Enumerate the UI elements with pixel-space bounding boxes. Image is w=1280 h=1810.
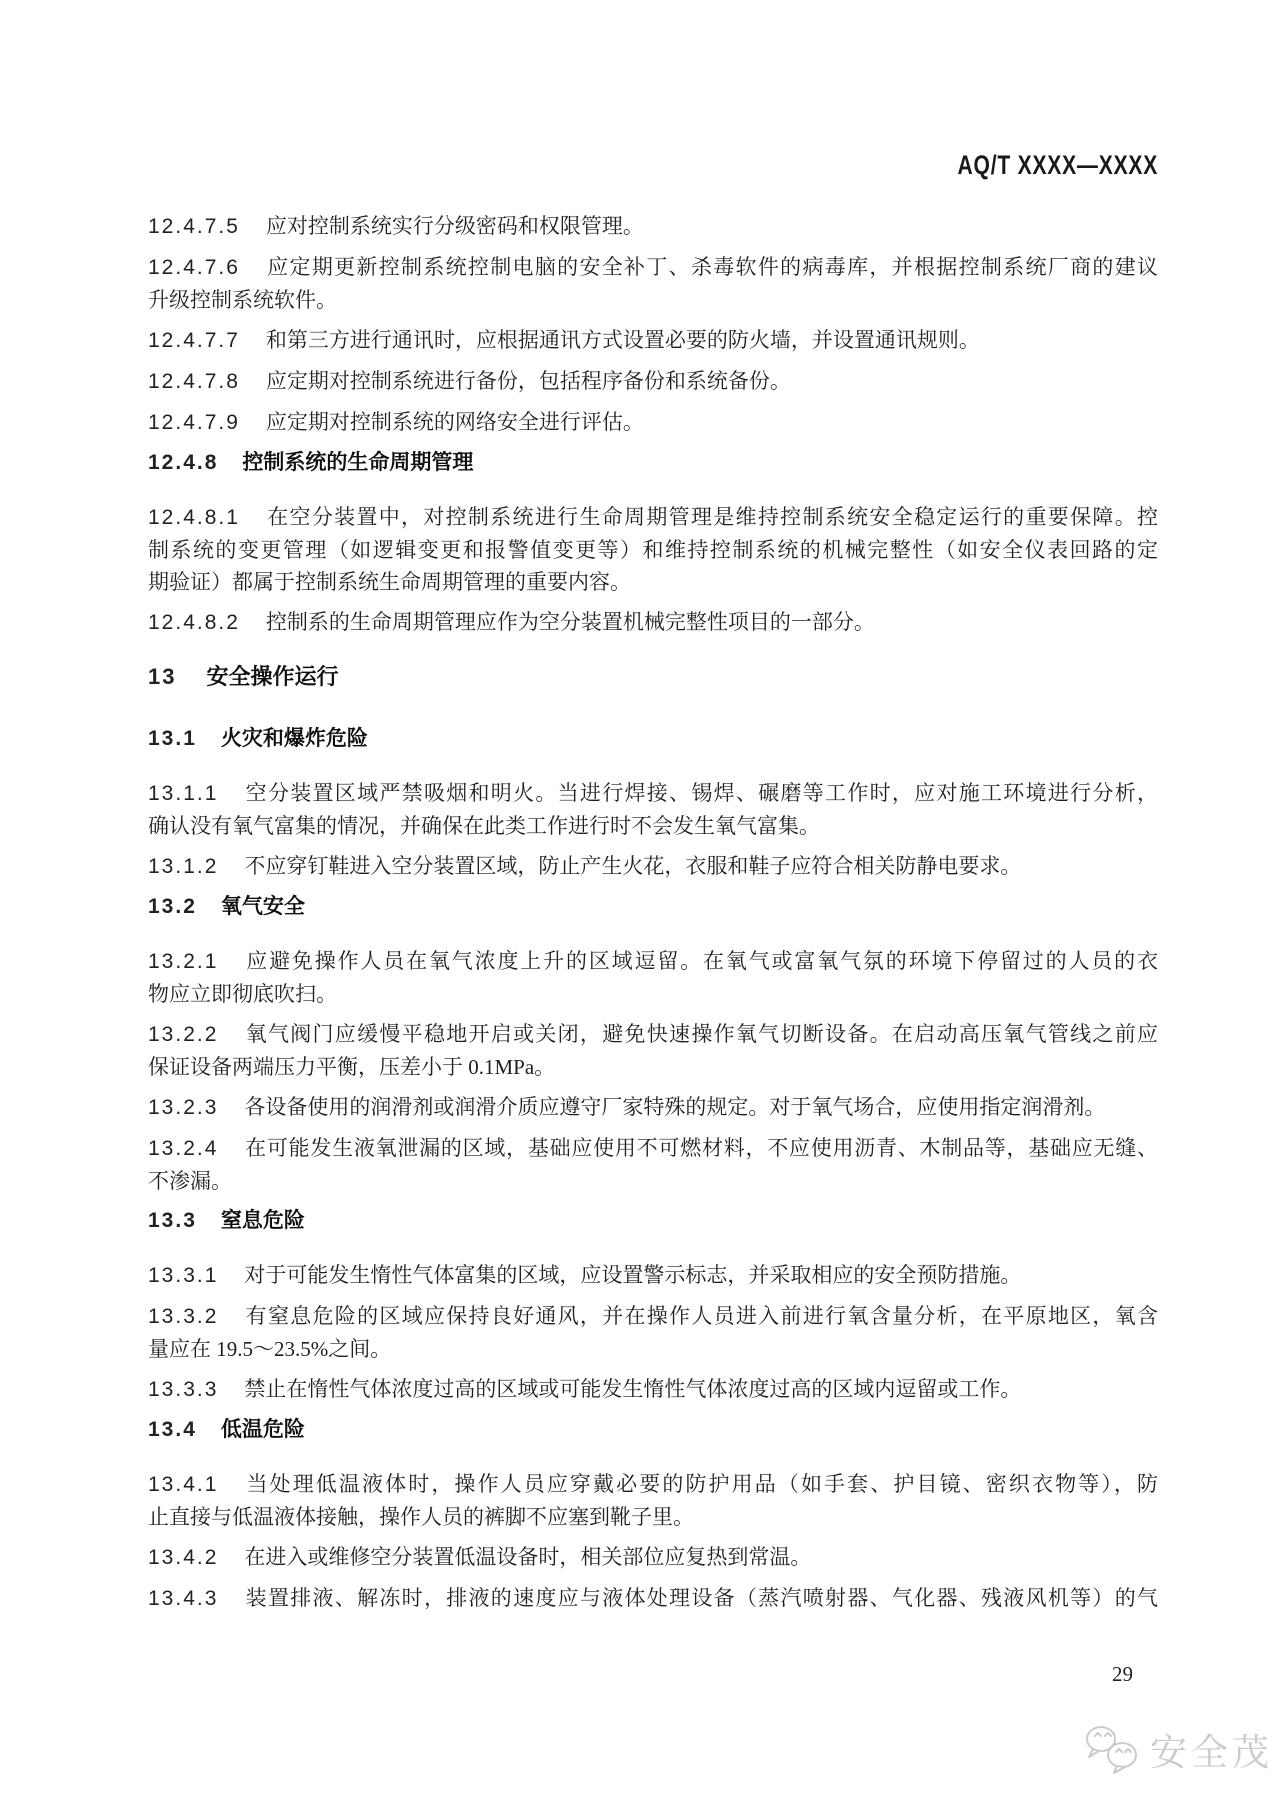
section-heading-13-3 xyxy=(148,1205,1158,1237)
clause-13-2-3 xyxy=(148,1091,1158,1124)
clause-text: 有窒息危险的区域应保持良好通风，并在操作人员进入前进行氧含量分析，在平原地区，氧含 xyxy=(244,1304,1158,1328)
clause-line: 物应立即彻底吹扫。 xyxy=(148,982,337,1006)
heading-number: 13 xyxy=(148,664,177,689)
page-number: 29 xyxy=(1112,1662,1133,1686)
clause-12-4-7-8 xyxy=(148,365,1158,398)
heading-title: 安全操作运行 xyxy=(206,664,339,689)
clause-text: 装置排液、解冻时，排液的速度应与液体处理设备（蒸汽喷射器、气化器、残液风机等）的气 xyxy=(244,1586,1158,1610)
clause-13-2-1 xyxy=(148,945,1158,1010)
heading-number: 13.4 xyxy=(148,1418,197,1441)
clause-line xyxy=(148,1541,1158,1574)
clause-number: 12.4.7.8 xyxy=(148,370,240,393)
clause-number: 13.4.2 xyxy=(148,1546,219,1569)
clause-line xyxy=(148,365,1158,398)
clause-text: 应定期更新控制系统控制电脑的安全补丁、杀毒软件的病毒库，并根据控制系统厂商的建议 xyxy=(265,255,1158,279)
clause-number: 13.1.1 xyxy=(148,782,219,805)
clause-line: 确认没有氧气富集的情况，并确保在此类工作进行时不会发生氧气富集。 xyxy=(148,814,820,838)
clause-number: 12.4.8.2 xyxy=(148,611,240,634)
clause-line xyxy=(148,324,1158,357)
section-heading-12-4-8 xyxy=(148,447,1158,479)
clause-line: 止直接与低温液体接触，操作人员的裤脚不应塞到靴子里。 xyxy=(148,1505,694,1529)
clause-number: 12.4.7.7 xyxy=(148,329,240,352)
clause-13-4-1 xyxy=(148,1468,1158,1533)
clause-text: 当处理低温液体时，操作人员应穿戴必要的防护用品（如手套、护目镜、密织衣物等），防 xyxy=(244,1472,1158,1496)
heading-title: 火灾和爆炸危险 xyxy=(220,727,368,750)
clause-text: 应避免操作人员在氧气浓度上升的区域逗留。在氧气或富氧气氛的环境下停留过的人员的衣 xyxy=(244,949,1158,973)
clause-line xyxy=(148,501,1158,534)
watermark-brand: 安全茂 xyxy=(1150,1732,1273,1773)
clause-number: 13.3.3 xyxy=(148,1378,219,1401)
heading-number: 12.4.8 xyxy=(148,451,219,474)
clause-number: 12.4.7.6 xyxy=(148,256,240,279)
clause-12-4-7-5 xyxy=(148,210,1158,243)
clause-text: 和第三方进行通讯时，应根据通讯方式设置必要的防火墙，并设置通讯规则。 xyxy=(265,328,980,352)
clause-13-4-2 xyxy=(148,1541,1158,1574)
section-heading-13-1 xyxy=(148,723,1158,755)
clause-line xyxy=(148,210,1158,243)
clause-line: 不渗漏。 xyxy=(148,1169,232,1193)
clause-12-4-7-7 xyxy=(148,324,1158,357)
clause-text: 控制系的生命周期管理应作为空分装置机械完整性项目的一部分。 xyxy=(265,610,875,634)
clause-line xyxy=(148,1132,1158,1165)
document-body xyxy=(148,210,1158,1623)
clause-13-2-4 xyxy=(148,1132,1158,1197)
clause-line: 期验证）都属于控制系统生命周期管理的重要内容。 xyxy=(148,570,631,594)
clause-13-3-1 xyxy=(148,1259,1158,1292)
clause-line: 升级控制系统软件。 xyxy=(148,288,337,312)
chat-bubbles-icon xyxy=(1084,1724,1142,1774)
clause-text: 在可能发生液氧泄漏的区域，基础应使用不可燃材料，不应使用沥青、木制品等，基础应无缝、 xyxy=(244,1136,1158,1160)
clause-number: 13.2.3 xyxy=(148,1096,219,1119)
clause-number: 13.4.1 xyxy=(148,1473,219,1496)
clause-number: 13.2.4 xyxy=(148,1137,219,1160)
clause-12-4-7-6 xyxy=(148,251,1158,316)
clause-text: 空分装置区域严禁吸烟和明火。当进行焊接、锡焊、碾磨等工作时，应对施工环境进行分析， xyxy=(244,781,1158,805)
clause-line xyxy=(148,945,1158,978)
clause-13-4-3 xyxy=(148,1582,1158,1615)
clause-text: 不应穿钉鞋进入空分装置区域，防止产生火花，衣服和鞋子应符合相关防静电要求。 xyxy=(244,854,1022,878)
clause-number: 13.3.1 xyxy=(148,1264,219,1287)
chapter-heading-13 xyxy=(148,661,1158,693)
clause-text: 各设备使用的润滑剂或润滑介质应遵守厂家特殊的规定。对于氧气场合，应使用指定润滑剂。 xyxy=(244,1095,1106,1119)
heading-number: 13.3 xyxy=(148,1209,197,1232)
clause-line xyxy=(148,1091,1158,1124)
clause-line xyxy=(148,777,1158,810)
clause-text: 对于可能发生惰性气体富集的区域，应设置警示标志，并采取相应的安全预防措施。 xyxy=(244,1263,1022,1287)
clause-line xyxy=(148,606,1158,639)
document-code-header: AQ/T XXXX—XXXX xyxy=(957,150,1158,180)
heading-title: 氧气安全 xyxy=(220,895,305,918)
clause-line xyxy=(148,1582,1158,1615)
clause-13-3-2 xyxy=(148,1300,1158,1365)
clause-text: 禁止在惰性气体浓度过高的区域或可能发生惰性气体浓度过高的区域内逗留或工作。 xyxy=(244,1377,1022,1401)
clause-13-1-2 xyxy=(148,850,1158,883)
heading-title: 控制系统的生命周期管理 xyxy=(242,451,474,474)
clause-number: 12.4.8.1 xyxy=(148,506,240,529)
clause-number: 13.3.2 xyxy=(148,1305,219,1328)
clause-text: 氧气阀门应缓慢平稳地开启或关闭，避免快速操作氧气切断设备。在启动高压氧气管线之前应 xyxy=(244,1022,1158,1046)
clause-12-4-8-1 xyxy=(148,501,1158,598)
clause-number: 13.4.3 xyxy=(148,1587,219,1610)
clause-text: 应对控制系统实行分级密码和权限管理。 xyxy=(265,214,644,238)
watermark xyxy=(1084,1722,1273,1776)
heading-number: 13.1 xyxy=(148,727,197,750)
clause-line xyxy=(148,406,1158,439)
clause-number: 12.4.7.9 xyxy=(148,411,240,434)
clause-number: 13.2.2 xyxy=(148,1023,219,1046)
clause-text: 应定期对控制系统的网络安全进行评估。 xyxy=(265,410,644,434)
clause-number: 13.2.1 xyxy=(148,950,219,973)
section-heading-13-2 xyxy=(148,891,1158,923)
clause-13-3-3 xyxy=(148,1373,1158,1406)
clause-number: 13.1.2 xyxy=(148,855,219,878)
section-heading-13-4 xyxy=(148,1414,1158,1446)
clause-text: 在空分装置中，对控制系统进行生命周期管理是维持控制系统安全稳定运行的重要保障。控 xyxy=(265,505,1158,529)
clause-line xyxy=(148,1373,1158,1406)
clause-line xyxy=(148,1018,1158,1051)
clause-13-2-2 xyxy=(148,1018,1158,1083)
heading-number: 13.2 xyxy=(148,895,197,918)
clause-line xyxy=(148,1259,1158,1292)
clause-line: 量应在 19.5～23.5%之间。 xyxy=(148,1337,392,1361)
clause-line xyxy=(148,1300,1158,1333)
clause-text: 应定期对控制系统进行备份，包括程序备份和系统备份。 xyxy=(265,369,791,393)
clause-text: 在进入或维修空分装置低温设备时，相关部位应复热到常温。 xyxy=(244,1545,812,1569)
clause-number: 12.4.7.5 xyxy=(148,215,240,238)
heading-title: 低温危险 xyxy=(220,1418,305,1441)
clause-line: 保证设备两端压力平衡，压差小于 0.1MPa。 xyxy=(148,1055,556,1079)
clause-12-4-8-2 xyxy=(148,606,1158,639)
clause-line xyxy=(148,1468,1158,1501)
clause-line xyxy=(148,251,1158,284)
clause-line: 制系统的变更管理（如逻辑变更和报警值变更等）和维持控制系统的机械完整性（如安全仪表回路的定 xyxy=(148,538,1158,562)
clause-line xyxy=(148,850,1158,883)
clause-13-1-1 xyxy=(148,777,1158,842)
clause-12-4-7-9 xyxy=(148,406,1158,439)
heading-title: 窒息危险 xyxy=(220,1209,305,1232)
